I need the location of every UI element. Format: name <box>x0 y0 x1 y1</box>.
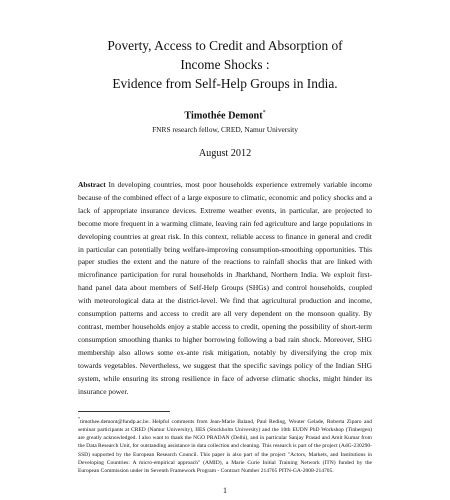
footnote-mark: * <box>78 416 80 421</box>
page-number: 1 <box>223 486 227 495</box>
abstract-heading: Abstract <box>78 180 106 189</box>
title-line-2: Income Shocks : <box>180 57 270 72</box>
footnote-text: timothee.demont@fundp.ac.be. Helpful comments from Jean-Marie Baland, Paul Reding, Wouter Gelade, Roberta Ziparo and seminar participants at CRED (Namur University), IIES (Stockholm University) and the 10th EUDN PhD Workshop (Tinbergen) are greatly acknowledged. I also want to thank the NGO PRADAN (Delhi), and in particular Sanjay Prasad and Amit Kumar from the Data Research Unit, for outstanding assistance in data collection and cleaning. This research is part of the project (AdG-230290-SSD) supported by the European Research Council. This paper is also part of the project "Actors, Markets, and Institutions in Developing Countries: A micro-empirical approach" (AMID), a Marie Curie Initial Training Network (ITN) funded by the European Commission under its Seventh Framework Program - Contract Number 214705 PITN-GA-2008-214705. <box>78 418 372 475</box>
abstract-body: In developing countries, most poor households experience extremely variable income because of the combined effect of a large exposure to climatic, economic and policy shocks and a lack of appropriate insurance devices. Extreme weather events, in particular, are projected to become more frequent in a warming climate, leaving rain fed agriculture and large populations in developing countries at great risk. In this context, reliable access to finance in general and credit in particular can potentially bring welfare-improving consumption-smoothing opportunities. This paper studies the extent and the nature of the reactions to rainfall shocks that are linked with microfinance participation for rural households in Jharkhand, Northern India. We exploit first-hand panel data about members of Self-Help Groups (SHGs) and control households, coupled with meteorological data at the district-level. We find that agricultural production and income, consumption patterns and access to credit are all very dependent on the monsoon quality. By contrast, member households enjoy a stable access to credit, opening the possibility of short-term consumption smoothing thanks to higher borrowing following a bad rain shock. Moreover, SHG membership also allows some ex-ante risk mitigation, notably by diversifying the crop mix towards vegetables. Nevertheless, we suggest that the specific savings policy of the Indian SHG system, while ensuring its strong resilience in face of adverse climatic shocks, might hinder its insurance power. <box>78 180 372 396</box>
footnote <box>78 415 372 475</box>
affiliation: FNRS research fellow, CRED, Namur University <box>152 125 298 134</box>
author-footnote-mark: * <box>262 110 266 116</box>
footnote-rule <box>78 411 170 412</box>
author-name: Timothée Demont <box>184 110 263 122</box>
abstract <box>78 179 372 398</box>
title-line-3: Evidence from Self-Help Groups in India. <box>112 76 338 91</box>
publication-date: August 2012 <box>198 148 252 159</box>
paper-title <box>40 36 410 93</box>
author-line <box>0 110 450 121</box>
title-line-1: Poverty, Access to Credit and Absorption of <box>107 38 343 53</box>
